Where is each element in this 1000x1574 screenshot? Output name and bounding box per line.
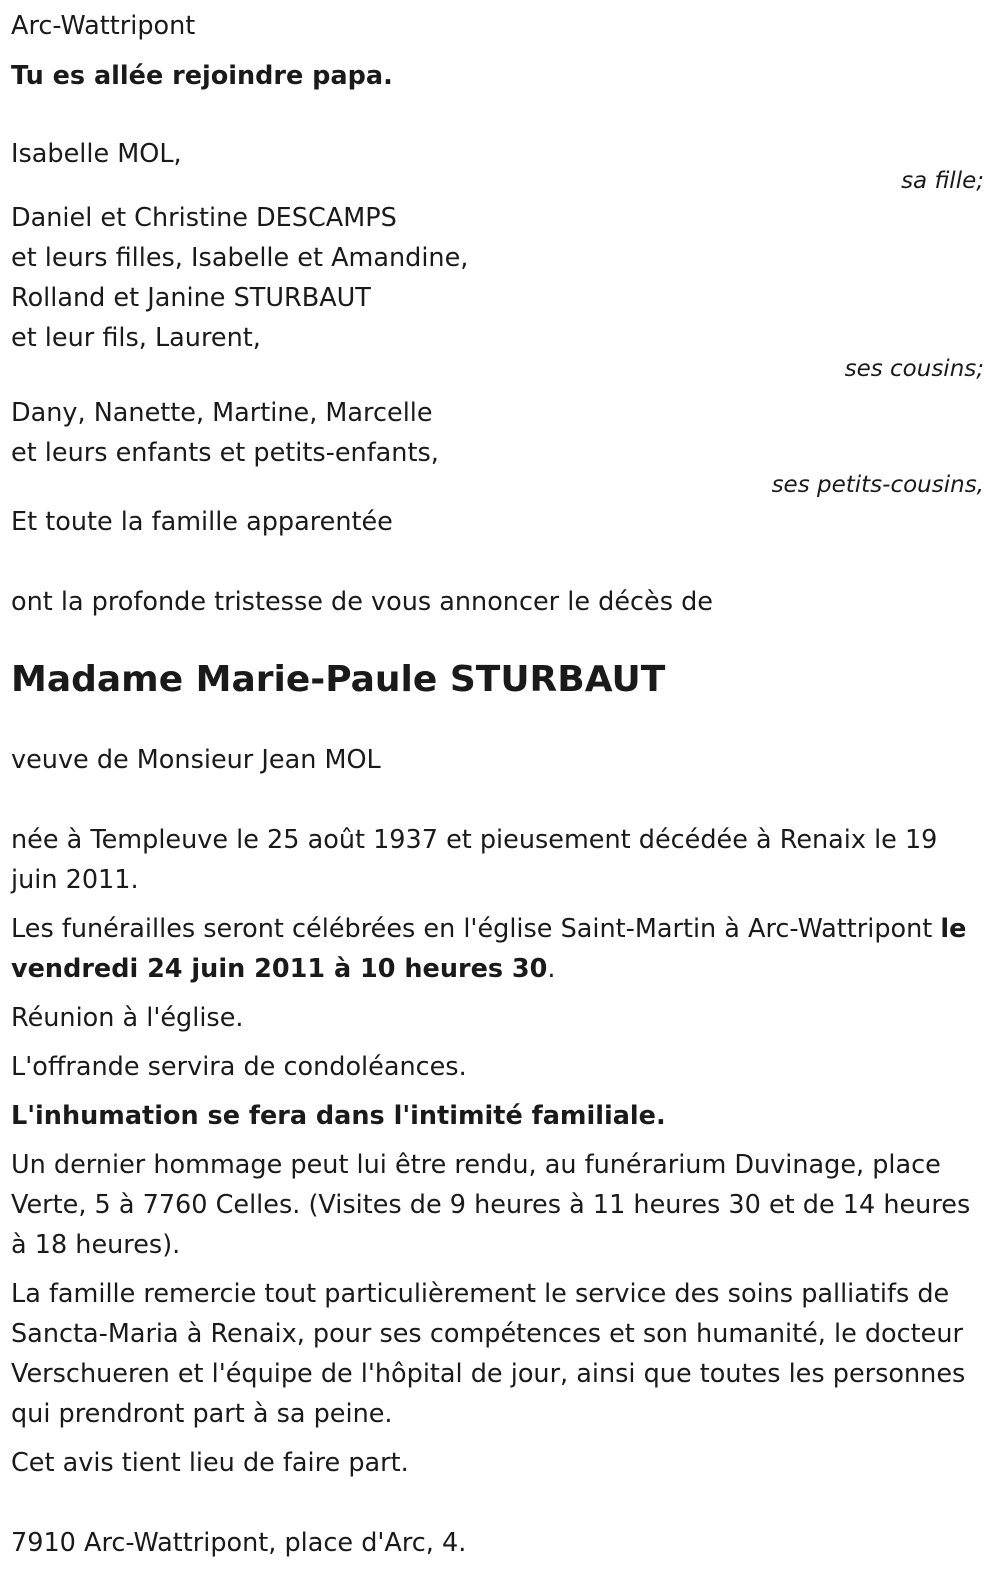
funeral-date: le vendredi 24 juin 2011 à 10 heures 30 <box>11 914 967 984</box>
deceased-name: Madame Marie-Paule STURBAUT <box>11 659 666 700</box>
funeral-text: Les funérailles seront célébrées en l'église Saint-Martin à Arc-Wattripont <box>11 914 933 944</box>
funeral-info <box>11 909 986 989</box>
family-second-cousins <box>11 393 986 500</box>
epitaph: Tu es allée rejoindre papa. <box>11 61 393 91</box>
address: 7910 Arc-Wattripont, place d'Arc, 4. <box>11 1528 467 1558</box>
relation-second-cousins: ses petits-cousins, <box>771 472 984 498</box>
family-line: et leurs filles, Isabelle et Amandine, <box>11 243 469 273</box>
meeting: Réunion à l'église. <box>11 1003 244 1033</box>
family-line: Dany, Nanette, Martine, Marcelle <box>11 398 433 428</box>
offering: L'offrande servira de condoléances. <box>11 1052 467 1082</box>
burial: L'inhumation se fera dans l'intimité familiale. <box>11 1101 666 1131</box>
obituary-notice <box>11 6 986 1563</box>
relation-cousins: ses cousins; <box>844 356 984 382</box>
relation-daughter: sa fille; <box>901 168 984 194</box>
location-header: Arc-Wattripont <box>11 11 196 41</box>
family-line: et leurs enfants et petits-enfants, <box>11 438 439 468</box>
notice: Cet avis tient lieu de faire part. <box>11 1448 409 1478</box>
family-cousins <box>11 198 986 384</box>
widow-of: veuve de Monsieur Jean MOL <box>11 745 381 775</box>
family-daughter <box>11 134 986 196</box>
family-line: Daniel et Christine DESCAMPS <box>11 203 397 233</box>
family-line: Rolland et Janine STURBAUT <box>11 283 371 313</box>
family-line: Isabelle MOL, <box>11 139 182 169</box>
funeral-date-suffix: . <box>547 954 556 984</box>
family-line: et leur fils, Laurent, <box>11 323 261 353</box>
family-extended: Et toute la famille apparentée <box>11 507 393 537</box>
birth-death: née à Templeuve le 25 août 1937 et pieusement décédée à Renaix le 19 juin 2011. <box>11 825 938 895</box>
thanks: La famille remercie tout particulièrement le service des soins palliatifs de Sancta-Maria à Renaix, pour ses compétences et son humanité, le docteur Verschueren et l'équipe de l'hôpital de jour, ainsi que toutes les personnes qui prendront part à sa peine. <box>11 1279 966 1429</box>
announcement: ont la profonde tristesse de vous annoncer le décès de <box>11 587 713 617</box>
tribute: Un dernier hommage peut lui être rendu, au funérarium Duvinage, place Verte, 5 à 7760 Celles. (Visites de 9 heures à 11 heures 30 et de 14 heures à 18 heures). <box>11 1150 971 1260</box>
